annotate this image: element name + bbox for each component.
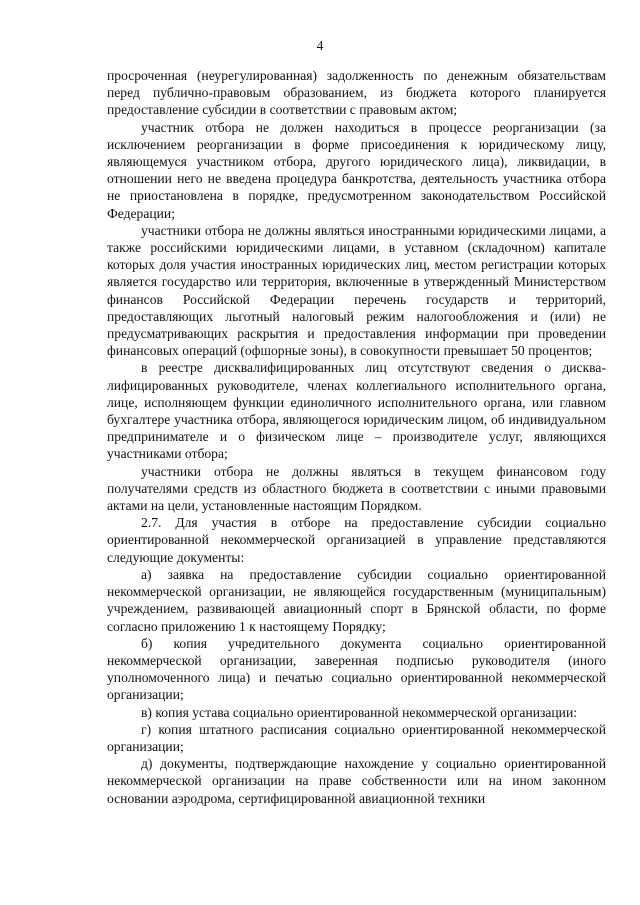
list-item-g: г) копия штатного расписания социально ориентированной некоммерческой организации; bbox=[107, 721, 606, 754]
paragraph-disqualified-persons: в реестре дисквалифицированных лиц отсутствуют сведения о дисквалифицированных руководителе, членах коллегиального исполнительного органа, лице, исполняющем функции единоличного исполнительного органа, или главном бухгалтере участника отбора, являющегося юридическим лицом, об индивидуальном предпринимателе и о физическом лице – производителе услуг, являющихся участниками отбора; bbox=[107, 360, 606, 462]
document-body bbox=[107, 67, 606, 807]
paragraph-overdue-debt: просроченная (неурегулированная) задолженность по денежным обязательствам перед публично-правовым образованием, из бюджета которого планируется предоставление субсидии в соответствии с правовым актом; bbox=[107, 68, 606, 118]
paragraph-regional-budget: участники отбора не должны являться в текущем финансовом году получателями средств из областного бюджета в соответствии с иными правовыми актами на цели, установленные настоящим Порядком. bbox=[107, 463, 606, 514]
page-number: 4 bbox=[316, 38, 324, 53]
list-item-d: д) документы, подтверждающие нахождение у социально ориентированной некоммерческой организации на праве собственности или на ином законном основании аэродрома, сертифицированной авиационной техники bbox=[107, 756, 606, 806]
paragraph-section-2-7: 2.7. Для участия в отборе на предоставление субсидии социально ориентированной некоммерческой организацией в управление представляются следующие документы: bbox=[107, 515, 606, 565]
list-item-b: б) копия учредительного документа социально ориентированной некоммерческой организации, заверенная подписью руководителя (иного уполномоченного лица) и печатью социально ориентированной некоммерческой организации; bbox=[107, 635, 606, 703]
paragraph-foreign-entities: участники отбора не должны являться иностранными юридическими лицами, а также российскими юридическими лицами, в уставном (складочном) капитале которых доля участия иностранных юридических лиц, местом регистрации которых является государство или территория, включенные в утвержденный Министерством финансов Российской Федерации перечень государств и территорий, предоставляющих льготный налоговый режим налогообложения и (или) не предусматривающих раскрытия и предоставления информации при проведении финансовых операций (офшорные зоны), в совокупности превышает 50 процентов; bbox=[107, 222, 606, 359]
list-item-a: а) заявка на предоставление субсидии социально ориентированной некоммерческой организации, не являющейся государственным (муниципальным) учреждением, развивающей авиационный спорт в Брянской области, по форме согласно приложению 1 к настоящему Порядку; bbox=[107, 566, 606, 634]
list-item-v: в) копия устава социально ориентированной некоммерческой организации: bbox=[141, 704, 578, 720]
paragraph-reorganization: участник отбора не должен находиться в процессе реорганизации (за исключением реорганизации в форме присоединения к юридическому лицу, являющемуся участником отбора, другого юридического лица), ликвидации, в отношении него не введена процедура банкротства, деятельность участника отбора не приостановлена в порядке, предусмотренном законодательством Российской Федерации; bbox=[107, 119, 606, 221]
